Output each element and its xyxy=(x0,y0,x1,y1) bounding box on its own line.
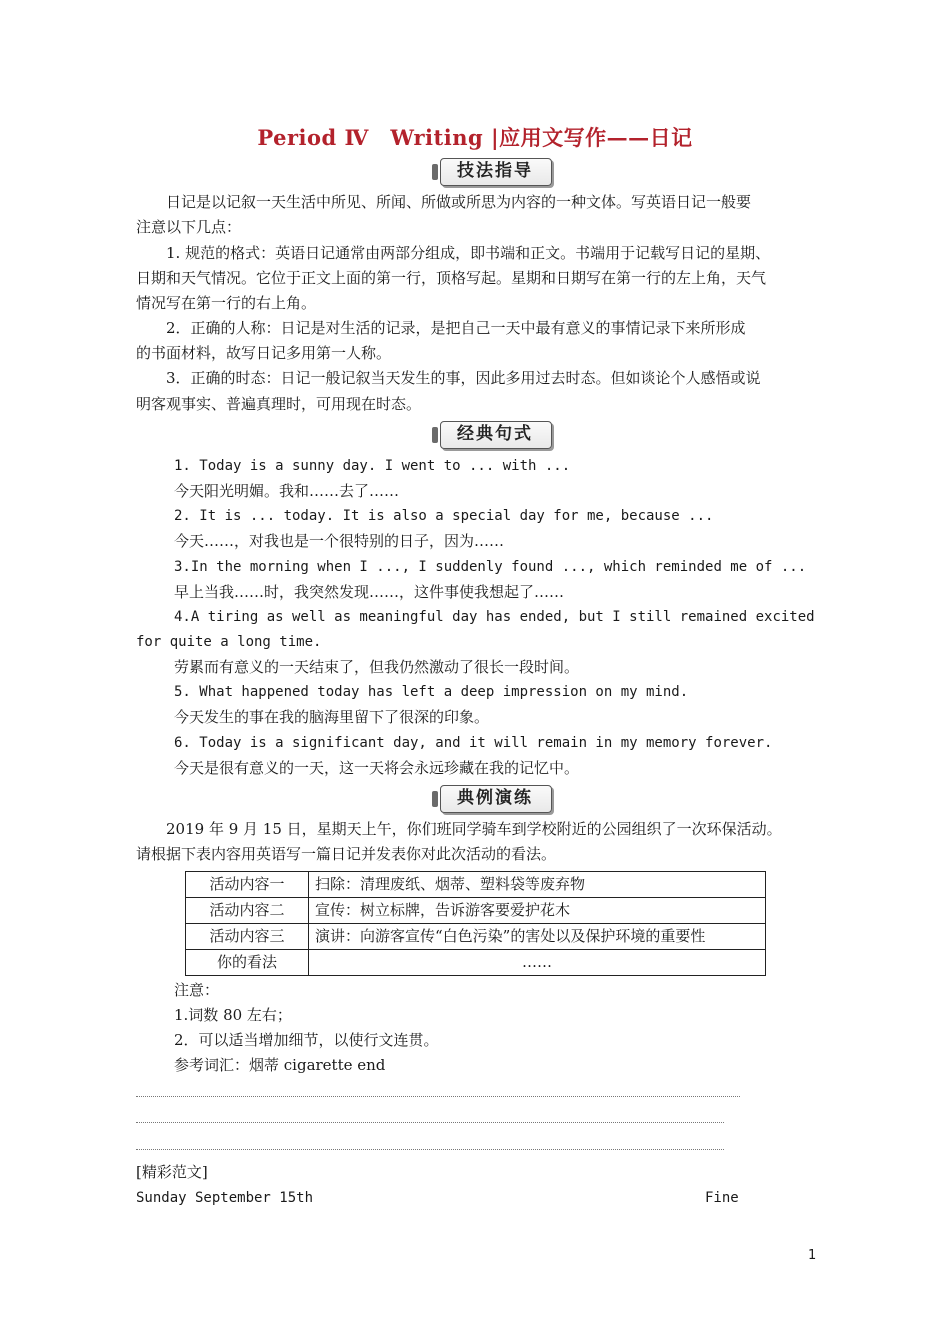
note-line: 2．可以适当增加细节，以使行文连贯。 xyxy=(174,1031,439,1049)
table-cell: 你的看法 xyxy=(186,950,309,976)
table-cell: 活动内容二 xyxy=(186,898,309,924)
table-row xyxy=(186,898,766,924)
sentence-en: 2. It is ... today. It is also a special day for me, because ... xyxy=(174,508,714,524)
sentence-en: 4.A tiring as well as meaningful day has ended, but I still remained excited xyxy=(174,609,815,625)
task-line: 2019 年 9 月 15 日，星期天上午，你们班同学骑车到学校附近的公园组织了一次环保活动。 xyxy=(136,820,782,838)
sentence-zh: 今天……，对我也是一个很特别的日子，因为…… xyxy=(174,532,505,550)
table-cell: 演讲：向游客宣传“白色污染”的害处以及保护环境的重要性 xyxy=(309,924,766,950)
table-cell: 宣传：树立标牌，告诉游客要爱护花木 xyxy=(309,898,766,924)
diary-date: Sunday September 15th xyxy=(136,1190,314,1206)
activity-table xyxy=(185,871,766,976)
writing-line xyxy=(136,1122,724,1123)
intro-line: 的书面材料，故写日记多用第一人称。 xyxy=(136,344,392,362)
intro-line: 注意以下几点： xyxy=(136,218,242,236)
intro-line: 3．正确的时态：日记一般记叙当天发生的事，因此多用过去时态。但如谈论个人感悟或说 xyxy=(136,369,761,387)
table-cell: …… xyxy=(309,950,766,976)
table-row xyxy=(186,872,766,898)
section-marker-icon xyxy=(432,791,438,807)
table-row xyxy=(186,950,766,976)
note-line: 1.词数 80 左右； xyxy=(174,1006,292,1024)
intro-line: 1. 规范的格式：英语日记通常由两部分组成，即书端和正文。书端用于记载写日记的星期、 xyxy=(136,244,771,262)
table-cell: 活动内容三 xyxy=(186,924,309,950)
sentence-zh: 今天阳光明媚。我和……去了…… xyxy=(174,482,400,500)
table-cell: 扫除：清理废纸、烟蒂、塑料袋等废弃物 xyxy=(309,872,766,898)
section-header-practice: 典例演练 xyxy=(432,785,554,813)
sentence-zh: 早上当我……时，我突然发现……，这件事使我想起了…… xyxy=(174,583,565,601)
sentence-en: 3.In the morning when I ..., I suddenly found ..., which reminded me of ... xyxy=(174,559,807,575)
sentence-en: 1. Today is a sunny day. I went to ... with ... xyxy=(174,458,571,474)
sentence-zh: 劳累而有意义的一天结束了，但我仍然激动了很长一段时间。 xyxy=(174,658,580,676)
section-header-skills: 技法指导 xyxy=(432,158,554,186)
note-line: 参考词汇：烟蒂 cigarette end xyxy=(174,1056,386,1074)
sentence-zh: 今天发生的事在我的脑海里留下了很深的印象。 xyxy=(174,708,490,726)
section-marker-icon xyxy=(432,164,438,180)
sentence-en: 6. Today is a significant day, and it will remain in my memory forever. xyxy=(174,735,773,751)
intro-line: 日记是以记叙一天生活中所见、所闻、所做或所思为内容的一种文体。写英语日记一般要 xyxy=(136,193,752,211)
sample-label: [精彩范文] xyxy=(136,1163,208,1181)
writing-line xyxy=(136,1149,724,1150)
section-marker-icon xyxy=(432,427,438,443)
sentence-zh: 今天是很有意义的一天，这一天将会永远珍藏在我的记忆中。 xyxy=(174,759,580,777)
sentence-en: for quite a long time. xyxy=(136,634,322,650)
table-cell: 活动内容一 xyxy=(186,872,309,898)
page-title: Period Ⅳ Writing |应用文写作——日记 xyxy=(257,125,693,150)
writing-line xyxy=(136,1096,740,1097)
diary-weather: Fine xyxy=(705,1190,739,1206)
intro-line: 情况写在第一行的右上角。 xyxy=(136,294,317,312)
page-number: 1 xyxy=(808,1248,817,1263)
intro-line: 2．正确的人称：日记是对生活的记录，是把自己一天中最有意义的事情记录下来所形成 xyxy=(136,319,746,337)
intro-line: 日期和天气情况。它位于正文上面的第一行，顶格写起。星期和日期写在第一行的左上角，天气 xyxy=(136,269,767,287)
section-header-sentences: 经典句式 xyxy=(432,421,554,449)
intro-line: 明客观事实、普遍真理时，可用现在时态。 xyxy=(136,395,422,413)
sentence-en: 5. What happened today has left a deep impression on my mind. xyxy=(174,684,689,700)
note-line: 注意： xyxy=(174,981,220,999)
table-row xyxy=(186,924,766,950)
task-line: 请根据下表内容用英语写一篇日记并发表你对此次活动的看法。 xyxy=(136,845,557,863)
